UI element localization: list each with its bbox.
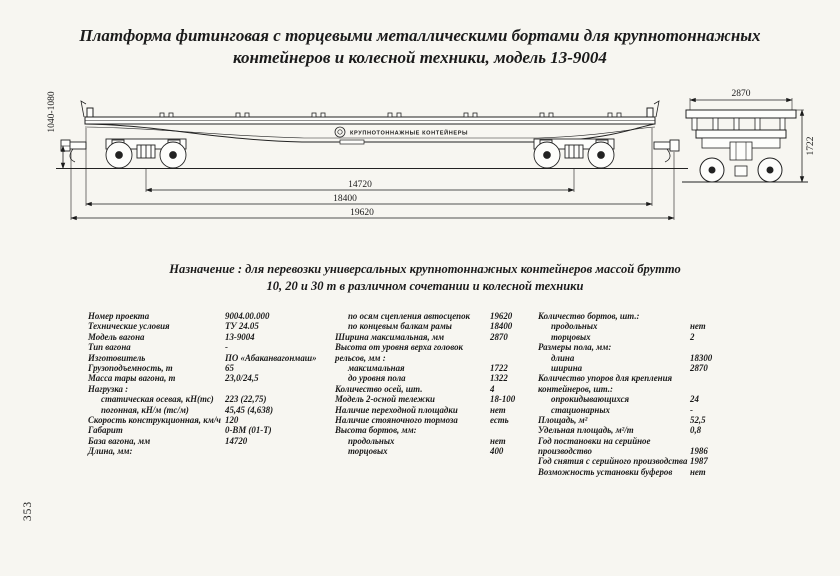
end-board-left [87,108,93,117]
spec-row [535,332,813,342]
spec-row [85,405,335,415]
spec-row [535,456,813,466]
spec-row [85,373,335,383]
spec-row [332,332,537,342]
dim-end-width: 2870 [731,89,751,99]
spec-value: 2870 [490,331,508,342]
spec-label: максимальная [348,362,405,373]
dim-coupler-height: 1040-1080 [47,91,57,133]
spec-row [85,353,335,363]
purpose-line2: 10, 20 и 30 т в различном сочетании и колесной техники [266,278,584,293]
spec-label: Высота бортов, мм: [335,425,417,436]
dim-overall-length: 19620 [350,208,374,218]
spec-value: 1722 [490,362,508,373]
spec-label: Номер проекта [88,311,150,321]
spec-label: Технические условия [88,321,170,332]
spec-label: Модель 2-осной тележки [335,394,435,405]
spec-row [535,405,813,415]
spec-row [85,363,335,373]
spec-label: Количество упоров для крепления [538,373,673,384]
spec-label: производство [538,446,592,457]
spec-row [535,415,813,425]
spec-label: Нагрузка : [88,383,129,394]
spec-table [85,311,815,486]
spec-row [332,384,537,394]
spec-row [535,353,813,363]
spec-value: 19620 [490,311,513,321]
spec-value: - [690,404,693,415]
spec-value: 24 [690,394,699,405]
car-side-lettering: КРУПНОТОННАЖНЫЕ КОНТЕЙНЕРЫ [350,130,469,137]
spec-value: 65 [225,362,234,373]
bogie-right [534,139,614,168]
page-title-line1: Платформа фитинговая с торцевыми металлическими бортами для крупнотоннажных [79,26,761,45]
spec-value: нет [490,404,506,415]
spec-label: торцовых [551,331,591,342]
spec-label: Изготовитель [88,352,146,363]
spec-value: 23,0/24,5 [225,373,259,384]
spec-value: 1322 [490,373,508,384]
spec-row [535,446,813,456]
spec-value: - [225,342,228,353]
purpose-line1: Назначение : для перевозки универсальных крупнотоннажных контейнеров массой брутто [169,262,681,276]
spec-label: погонная, кН/м (тс/м) [101,404,189,415]
page-title-line2: контейнеров и колесной техники, модель 13-9004 [233,48,607,68]
spec-label: стационарных [551,404,610,415]
spec-row [332,373,537,383]
spec-row [332,394,537,404]
spec-column-1 [85,311,335,456]
spec-value: 45,45 (4,638) [225,404,274,415]
flatcar-drawing [40,76,830,228]
spec-label: Год снятия с серийного производства [538,456,688,467]
spec-value: 2870 [690,362,708,373]
spec-label: Площадь, м² [538,414,588,425]
spec-value: 52,5 [690,414,706,425]
spec-row [332,425,537,435]
spec-row [85,394,335,404]
spec-row [85,384,335,394]
spec-value: 4 [490,383,495,394]
spec-value: ТУ 24.05 [225,321,259,332]
spec-value: 9004.00.000 [225,311,270,321]
spec-label: Ширина максимальная, мм [335,331,445,342]
spec-value: нет [690,321,706,332]
coupler-right [654,140,679,162]
spec-label: Тип вагона [88,342,131,353]
spec-label: Наличие переходной площадки [335,404,458,415]
spec-row [85,342,335,352]
spec-label: Количество бортов, шт.: [538,311,640,321]
spec-label: Наличие стояночного тормоза [335,414,458,425]
spec-row [85,436,335,446]
spec-value: нет [690,466,706,477]
spec-label: Количество осей, шт. [335,383,423,394]
spec-value: 18300 [690,352,713,363]
spec-value: 400 [490,446,504,457]
spec-row [535,342,813,352]
spec-row [535,321,813,331]
spec-label: Модель вагона [88,331,145,342]
dim-base: 14720 [348,180,372,190]
spec-row [332,342,537,352]
spec-row [535,467,813,477]
spec-row [332,446,537,456]
spec-row [332,405,537,415]
spec-label: контейнеров, шт.: [538,383,613,394]
bogie-left [106,139,186,168]
spec-label: Размеры пола, мм: [538,342,612,353]
page-title [55,25,785,70]
spec-value: есть [490,414,509,425]
spec-row [535,394,813,404]
spec-label: Грузоподъемность, т [88,362,173,373]
logo-icon [335,127,345,137]
spec-row [85,425,335,435]
coupler-left [61,140,86,162]
dim-end-height: 1722 [806,136,816,156]
spec-label: рельсов, мм : [335,352,386,363]
page-number: 353 [22,500,35,522]
spec-value: 2 [690,331,695,342]
spec-label: Удельная площадь, м²/т [538,425,634,436]
spec-value: 18400 [490,321,513,332]
spec-row [535,311,813,321]
purpose-text [80,261,770,295]
spec-label: до уровня пола [348,373,406,384]
spec-row [535,425,813,435]
spec-label: Длина, мм: [88,446,133,457]
spec-row [85,332,335,342]
spec-label: продольных [551,321,598,332]
spec-row [535,373,813,383]
spec-row [85,321,335,331]
spec-label: База вагона, мм [88,435,151,446]
spec-row [85,311,335,321]
spec-row [332,415,537,425]
spec-label: по концевым балкам рамы [348,321,452,332]
spec-row [85,446,335,456]
spec-label: торцовых [348,446,388,457]
dim-frame-length: 18400 [333,194,357,204]
spec-value: 1987 [690,456,708,467]
spec-label: Год постановки на серийное [538,435,651,446]
spec-value: 0-ВМ (01-Т) [225,425,272,436]
spec-label: опрокидывающихся [551,394,630,405]
spec-label: по осям сцепления автосцепок [348,311,471,321]
spec-label: статическая осевая, кН(тс) [101,394,214,405]
spec-row [332,353,537,363]
spec-label: Возможность установки буферов [538,466,673,477]
spec-value: 0,8 [690,425,702,436]
spec-value: 120 [225,414,239,425]
technical-drawing [40,76,830,233]
spec-row [332,321,537,331]
spec-value: 223 (22,75) [225,394,267,405]
end-view [682,89,816,182]
spec-row [535,436,813,446]
spec-value: нет [490,435,506,446]
spec-row [332,436,537,446]
container-fittings [160,113,621,117]
spec-row [332,363,537,373]
spec-row [535,384,813,394]
spec-row [535,363,813,373]
spec-value: ПО «Абаканвагонмаш» [225,352,317,363]
spec-label: Высота от уровня верха головок [335,342,464,353]
end-board-right [647,108,653,117]
spec-column-3 [535,311,813,477]
spec-row [85,415,335,425]
spec-value: 14720 [225,435,248,446]
side-view [56,101,688,169]
spec-row [332,311,537,321]
spec-column-2 [332,311,537,456]
spec-label: ширина [551,362,583,373]
spec-label: продольных [348,435,395,446]
spec-value: 18-100 [490,394,516,405]
spec-label: Скорость конструкционная, км/ч [88,414,221,425]
spec-value: 1986 [690,446,708,457]
spec-label: длина [551,352,575,363]
spec-label: Масса тары вагона, т [88,373,176,384]
spec-label: Габарит [88,425,123,436]
spec-value: 13-9004 [225,331,255,342]
